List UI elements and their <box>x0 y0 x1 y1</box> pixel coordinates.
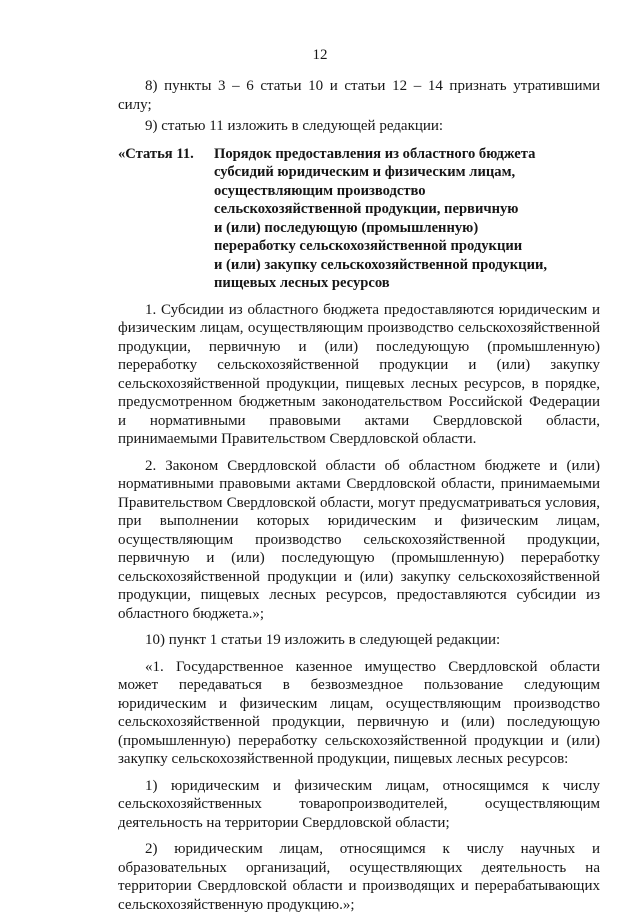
article-title-line: Порядок предоставления из областного бюджета <box>214 145 536 162</box>
article-label: «Статья 11. <box>118 145 194 162</box>
article-11-heading <box>118 145 600 293</box>
item-10: 10) пункт 1 статьи 19 изложить в следующей редакции: <box>145 632 501 648</box>
article-title-line: пищевых лесных ресурсов <box>214 275 390 291</box>
article-title-line: и (или) закупку сельскохозяйственной продукции, <box>214 256 548 273</box>
article-title-line: и (или) последующую (промышленную) <box>214 219 479 236</box>
paragraph-conditions: 2. Законом Свердловской области об областном бюджете и (или) нормативными правовыми актами Свердловской области, принимаемыми Правительством Свердловской области, могут предусматриваться условия, при выполнении которых юридическим и физическим лицам, осуществляющим производство сельскохозяйственной продукции, первичную и (или) последующую (промышленную) переработку сельскохозяйственной продукции и (или) закупку сельскохозяйственной продукции, пищевых лесных ресурсов, предоставляются субсидии из областного бюджета.»; <box>118 457 600 622</box>
paragraph-property: «1. Государственное казенное имущество Свердловской области может передаваться в безвозмездное пользование следующим юридическим и физическим лицам, осуществляющим производство сельскохозяйственной продукции, первичную и (или) последующую (промышленную) переработку сельскохозяйственной продукции и (или) закупку сельскохозяйственной продукции, пищевых лесных ресурсов: <box>118 658 600 767</box>
item-9: 9) статью 11 изложить в следующей редакции: <box>145 118 444 134</box>
subitem-2: 2) юридическим лицам, относящимся к числу научных и образовательных организаций, осуществляющих деятельность на территории Свердловской области и производящих и перерабатывающих сельскохозяйственную продукцию.»; <box>118 841 600 913</box>
article-title-line: сельскохозяйственной продукции, первичную <box>214 201 519 217</box>
paragraph-subsidies: 1. Субсидии из областного бюджета предоставляются юридическим и физическим лицам, осуществляющим производство сельскохозяйственной продукции, первичную и (или) последующую (промышленную) переработку сельскохозяйственной продукции и (или) закупку сельскохозяйственной продукции, пищевых лесных ресурсов, в порядке, предусмотренном бюджетным законодательством Российской Федерации и нормативными правовыми актами Свердловской области, принимаемыми Правительством Свердловской области. <box>118 301 600 447</box>
article-title-line: субсидий юридическим и физическим лицам, <box>214 164 516 180</box>
article-title-line: осуществляющим производство <box>214 182 426 199</box>
item-8: 8) пункты 3 – 6 статьи 10 и статьи 12 – 14 признать утратившими силу; <box>118 78 600 113</box>
subitem-1: 1) юридическим и физическим лицам, относящимся к числу сельскохозяйственных товаропроизводителей, осуществляющим деятельность на территории Свердловской области; <box>118 777 600 831</box>
article-title-line: переработку сельскохозяйственной продукции <box>214 238 523 254</box>
page-number: 12 <box>312 47 328 63</box>
document-body <box>118 77 600 914</box>
